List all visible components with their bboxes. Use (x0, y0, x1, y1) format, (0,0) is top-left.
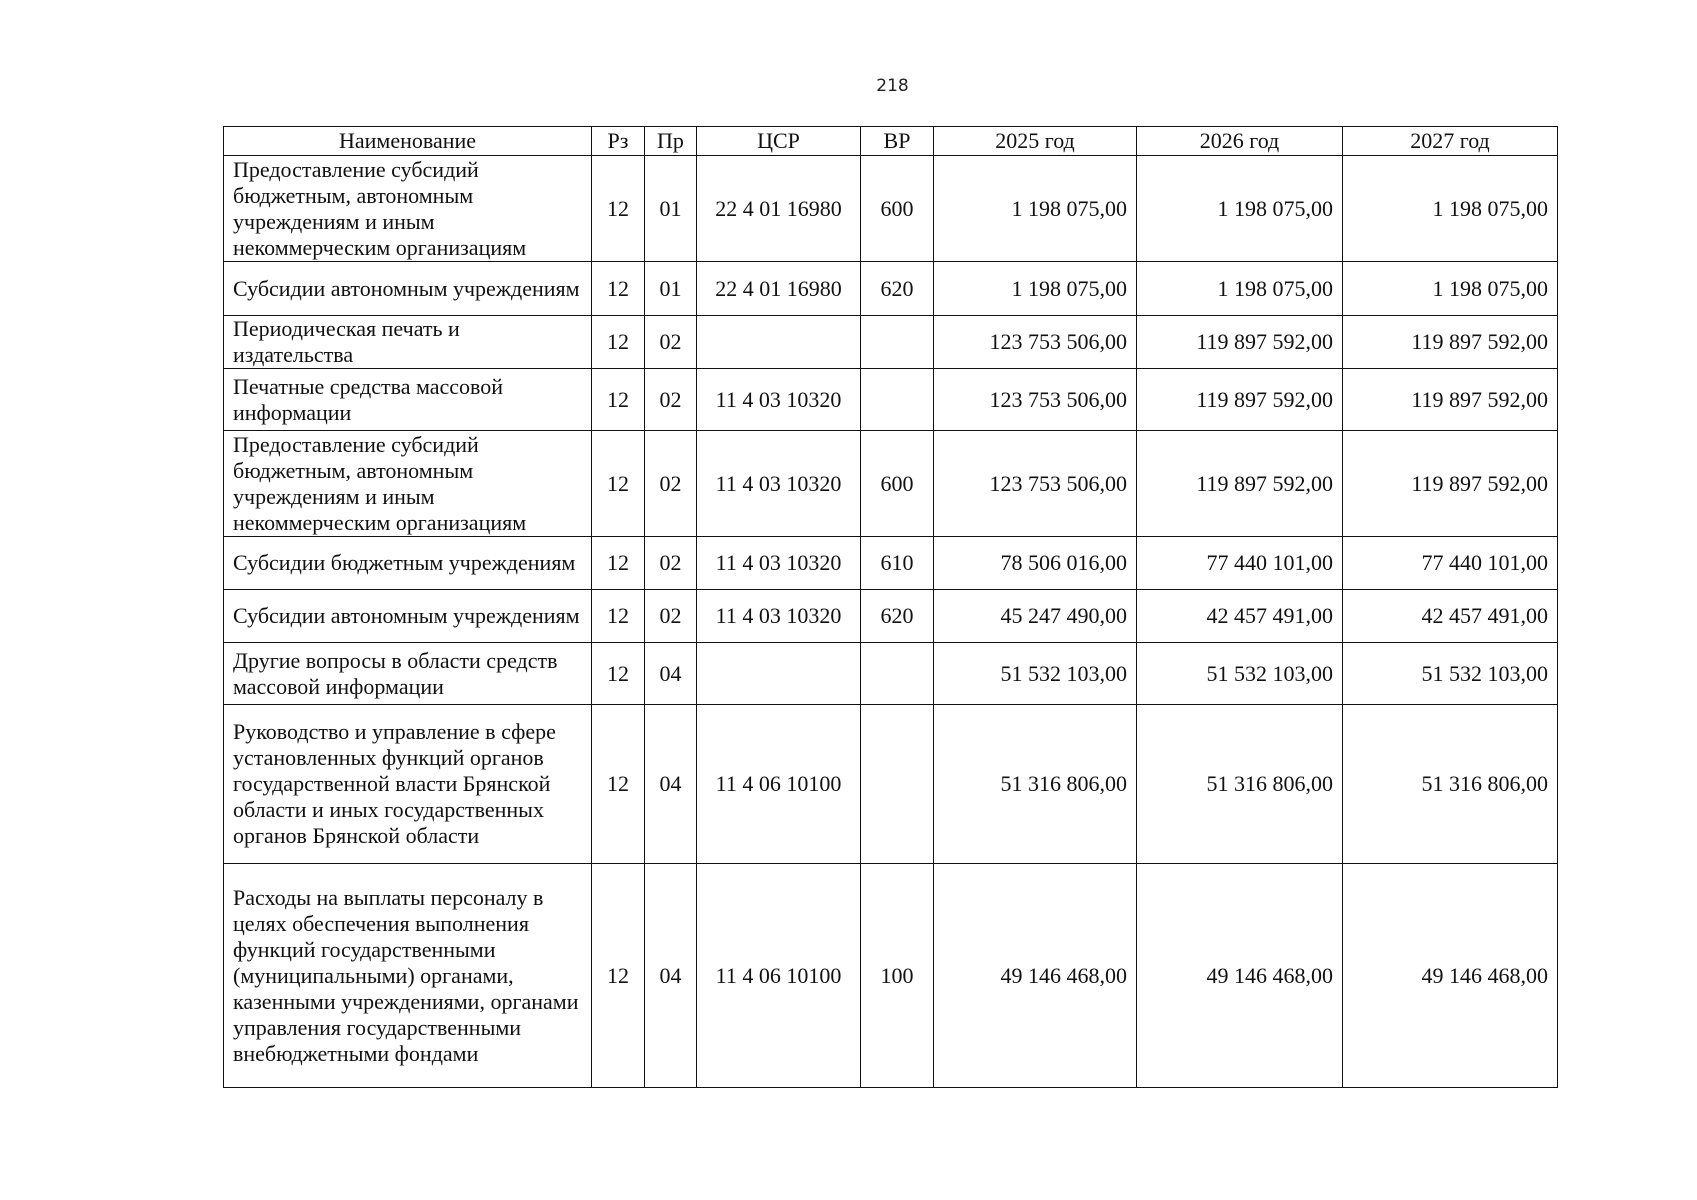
table-row (224, 705, 1558, 864)
table-row (224, 316, 1558, 369)
cell-csr: 11 4 06 10100 (697, 864, 861, 1088)
cell-rz: 12 (592, 537, 645, 590)
cell-csr: 11 4 06 10100 (697, 705, 861, 864)
cell-rz: 12 (592, 262, 645, 316)
cell-vr: 100 (861, 864, 934, 1088)
cell-vr (861, 369, 934, 431)
cell-vr: 620 (861, 262, 934, 316)
cell-2026: 119 897 592,00 (1137, 369, 1343, 431)
cell-rz: 12 (592, 431, 645, 537)
cell-2026: 51 532 103,00 (1137, 643, 1343, 705)
cell-2026: 1 198 075,00 (1137, 156, 1343, 262)
header-name: Наименование (224, 127, 592, 156)
cell-2025: 123 753 506,00 (934, 431, 1137, 537)
cell-vr (861, 316, 934, 369)
cell-2027: 119 897 592,00 (1343, 431, 1558, 537)
cell-2026: 1 198 075,00 (1137, 262, 1343, 316)
cell-vr (861, 643, 934, 705)
cell-2026: 119 897 592,00 (1137, 431, 1343, 537)
cell-csr (697, 316, 861, 369)
table-row (224, 369, 1558, 431)
cell-name: Предоставление субсидий бюджетным, автономным учреждениям и иным некоммерческим организациям (224, 431, 592, 537)
cell-2026: 49 146 468,00 (1137, 864, 1343, 1088)
cell-name: Предоставление субсидий бюджетным, автономным учреждениям и иным некоммерческим организациям (224, 156, 592, 262)
cell-pr: 02 (645, 369, 697, 431)
cell-pr: 01 (645, 262, 697, 316)
header-year-2027: 2027 год (1343, 127, 1558, 156)
header-year-2025: 2025 год (934, 127, 1137, 156)
table-row (224, 537, 1558, 590)
table-header-row (224, 127, 1558, 156)
cell-pr: 04 (645, 643, 697, 705)
cell-rz: 12 (592, 369, 645, 431)
cell-pr: 02 (645, 431, 697, 537)
cell-2026: 51 316 806,00 (1137, 705, 1343, 864)
cell-2027: 1 198 075,00 (1343, 262, 1558, 316)
cell-csr: 11 4 03 10320 (697, 537, 861, 590)
cell-csr: 22 4 01 16980 (697, 262, 861, 316)
table-row (224, 156, 1558, 262)
cell-name: Субсидии бюджетным учреждениям (224, 537, 592, 590)
cell-csr (697, 643, 861, 705)
cell-2025: 51 316 806,00 (934, 705, 1137, 864)
cell-pr: 02 (645, 590, 697, 643)
cell-2027: 77 440 101,00 (1343, 537, 1558, 590)
cell-2025: 123 753 506,00 (934, 369, 1137, 431)
cell-csr: 11 4 03 10320 (697, 369, 861, 431)
cell-2026: 42 457 491,00 (1137, 590, 1343, 643)
cell-vr: 600 (861, 431, 934, 537)
cell-name: Другие вопросы в области средств массовой информации (224, 643, 592, 705)
cell-2025: 51 532 103,00 (934, 643, 1137, 705)
cell-2026: 119 897 592,00 (1137, 316, 1343, 369)
cell-2027: 51 532 103,00 (1343, 643, 1558, 705)
cell-rz: 12 (592, 705, 645, 864)
header-year-2026: 2026 год (1137, 127, 1343, 156)
cell-name: Руководство и управление в сфере установленных функций органов государственной власти Брянской области и иных государственных органов Брянской области (224, 705, 592, 864)
cell-pr: 01 (645, 156, 697, 262)
cell-vr: 620 (861, 590, 934, 643)
cell-csr: 11 4 03 10320 (697, 431, 861, 537)
cell-name: Расходы на выплаты персоналу в целях обеспечения выполнения функций государственными (муниципальными) органами, казенными учреждениями, органами управления государственными внебюджетными фондами (224, 864, 592, 1088)
header-csr: ЦСР (697, 127, 861, 156)
cell-name: Субсидии автономным учреждениям (224, 262, 592, 316)
cell-vr: 600 (861, 156, 934, 262)
table-row (224, 864, 1558, 1088)
cell-2025: 1 198 075,00 (934, 262, 1137, 316)
cell-2025: 45 247 490,00 (934, 590, 1137, 643)
cell-2027: 42 457 491,00 (1343, 590, 1558, 643)
cell-2027: 51 316 806,00 (1343, 705, 1558, 864)
cell-name: Периодическая печать и издательства (224, 316, 592, 369)
cell-vr: 610 (861, 537, 934, 590)
cell-2027: 49 146 468,00 (1343, 864, 1558, 1088)
table-row (224, 643, 1558, 705)
header-rz: Рз (592, 127, 645, 156)
cell-rz: 12 (592, 156, 645, 262)
cell-name: Печатные средства массовой информации (224, 369, 592, 431)
cell-rz: 12 (592, 643, 645, 705)
cell-pr: 04 (645, 705, 697, 864)
budget-table (223, 126, 1558, 1088)
cell-2027: 119 897 592,00 (1343, 369, 1558, 431)
cell-pr: 02 (645, 537, 697, 590)
cell-2027: 119 897 592,00 (1343, 316, 1558, 369)
cell-name: Субсидии автономным учреждениям (224, 590, 592, 643)
table-row (224, 431, 1558, 537)
cell-2025: 49 146 468,00 (934, 864, 1137, 1088)
table-row (224, 262, 1558, 316)
cell-rz: 12 (592, 864, 645, 1088)
cell-2025: 78 506 016,00 (934, 537, 1137, 590)
cell-rz: 12 (592, 316, 645, 369)
header-pr: Пр (645, 127, 697, 156)
cell-pr: 02 (645, 316, 697, 369)
cell-csr: 22 4 01 16980 (697, 156, 861, 262)
cell-2025: 1 198 075,00 (934, 156, 1137, 262)
cell-2027: 1 198 075,00 (1343, 156, 1558, 262)
header-vr: ВР (861, 127, 934, 156)
table-row (224, 590, 1558, 643)
cell-2026: 77 440 101,00 (1137, 537, 1343, 590)
cell-csr: 11 4 03 10320 (697, 590, 861, 643)
cell-vr (861, 705, 934, 864)
cell-rz: 12 (592, 590, 645, 643)
page-number: 218 (876, 76, 909, 96)
cell-2025: 123 753 506,00 (934, 316, 1137, 369)
cell-pr: 04 (645, 864, 697, 1088)
